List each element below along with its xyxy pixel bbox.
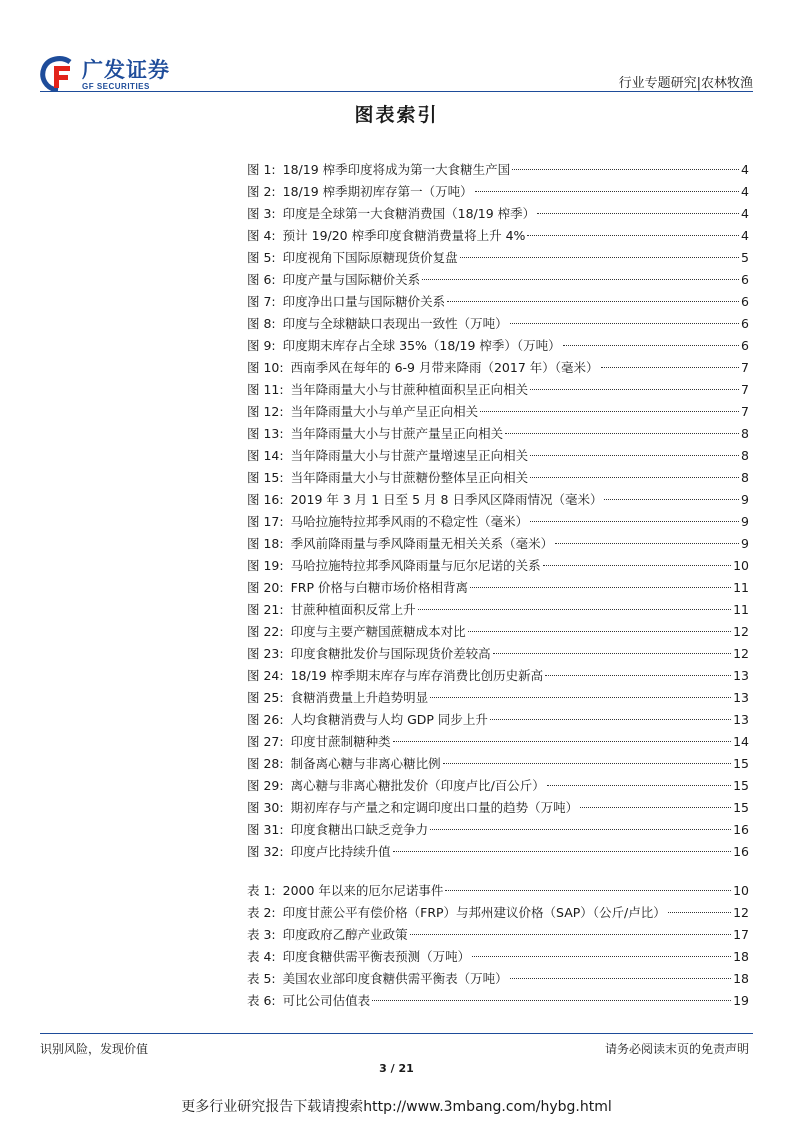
entry-page: 15 [733,778,749,793]
entry-title: 18/19 榨季印度将成为第一大食糖生产国 [282,162,511,177]
entry-label: 图 11: [247,382,284,397]
entry-title: 当年降雨量大小与甘蔗种植面积呈正向相关 [290,382,529,397]
figure-index-entry[interactable] [247,731,749,753]
entry-page: 17 [733,927,749,942]
dot-leader [580,807,731,808]
dot-leader [543,565,731,566]
entry-page: 12 [733,905,749,920]
entry-label: 表 1: [247,883,276,898]
gf-logo-icon [40,56,76,92]
entry-title: 印度甘蔗制糖种类 [290,734,391,749]
entry-label: 图 5: [247,250,276,265]
entry-title: 马哈拉施特拉邦季风降雨量与厄尔尼诺的关系 [290,558,541,573]
figure-index-entry[interactable] [247,819,749,841]
entry-label: 图 15: [247,470,284,485]
figure-index-entry[interactable] [247,445,749,467]
dot-leader [393,741,731,742]
logo-chinese-name: 广发证券 [82,58,170,82]
entry-title: 离心糖与非离心糖批发价（印度卢比/百公斤） [290,778,545,793]
table-index-entry[interactable] [247,968,749,990]
entry-title: 印度净出口量与国际糖价关系 [282,294,446,309]
entry-label: 图 19: [247,558,284,573]
dot-leader [430,697,731,698]
logo-english-name: GF SECURITIES [82,82,150,91]
entry-page: 4 [741,228,749,243]
dot-leader [510,323,739,324]
dot-leader [443,763,731,764]
entry-page: 6 [741,272,749,287]
figure-index-entry[interactable] [247,577,749,599]
entry-page: 15 [733,800,749,815]
table-index-entry[interactable] [247,902,749,924]
table-index-list [247,880,749,1012]
entry-page: 7 [741,382,749,397]
entry-label: 图 28: [247,756,284,771]
entry-title: 印度食糖出口缺乏竞争力 [290,822,429,837]
entry-label: 图 16: [247,492,284,507]
dot-leader [445,890,731,891]
entry-label: 图 17: [247,514,284,529]
entry-label: 图 31: [247,822,284,837]
entry-label: 图 21: [247,602,284,617]
entry-title: 印度食糖供需平衡表预测（万吨） [282,949,471,964]
entry-title: 印度与主要产糖国蔗糖成本对比 [290,624,466,639]
entry-label: 图 24: [247,668,284,683]
entry-page: 6 [741,294,749,309]
dot-leader [393,851,731,852]
figure-index-entry[interactable] [247,203,749,225]
entry-label: 图 7: [247,294,276,309]
entry-page: 12 [733,646,749,661]
entry-page: 9 [741,492,749,507]
entry-page: 10 [733,558,749,573]
entry-page: 8 [741,470,749,485]
entry-title: 预计 19/20 榨季印度食糖消费量将上升 4% [282,228,526,243]
entry-label: 图 1: [247,162,276,177]
dot-leader [410,934,731,935]
footer-disclaimer: 请务必阅读末页的免责声明 [604,1042,749,1056]
company-logo [40,52,190,96]
entry-page: 15 [733,756,749,771]
entry-label: 图 12: [247,404,284,419]
entry-page: 9 [741,536,749,551]
entry-title: 印度甘蔗公平有偿价格（FRP）与邦州建议价格（SAP）（公斤/卢比） [282,905,666,920]
entry-page: 10 [733,883,749,898]
dot-leader [475,191,739,192]
entry-title: 印度是全球第一大食糖消费国（18/19 榨季） [282,206,536,221]
figure-index-entry[interactable] [247,643,749,665]
entry-label: 图 27: [247,734,284,749]
figure-index-entry[interactable] [247,797,749,819]
dot-leader [601,367,740,368]
page-title: 图表索引 [354,104,439,126]
entry-label: 图 10: [247,360,284,375]
dot-leader [563,345,739,346]
dot-leader [372,1000,731,1001]
dot-leader [460,257,739,258]
entry-title: 可比公司估值表 [282,993,371,1008]
dot-leader [555,543,739,544]
download-link[interactable]: 更多行业研究报告下载请搜索http://www.3mbang.com/hybg.html [181,1099,612,1115]
entry-title: 印度产量与国际糖价关系 [282,272,421,287]
entry-page: 18 [733,971,749,986]
entry-title: 甘蔗种植面积反常上升 [290,602,416,617]
entry-title: 2019 年 3 月 1 日至 5 月 8 日季风区降雨情况（毫米） [290,492,603,507]
figure-index-entry[interactable] [247,357,749,379]
entry-label: 表 3: [247,927,276,942]
dot-leader [668,912,731,913]
entry-title: 印度与全球糖缺口表现出一致性（万吨） [282,316,508,331]
figure-index-entry[interactable] [247,313,749,335]
entry-page: 13 [733,690,749,705]
entry-label: 图 22: [247,624,284,639]
dot-leader [468,631,731,632]
figure-index-entry[interactable] [247,335,749,357]
entry-title: 2000 年以来的厄尔尼诺事件 [282,883,444,898]
entry-label: 图 14: [247,448,284,463]
entry-label: 图 4: [247,228,276,243]
figure-index-list [247,159,749,863]
table-index-entry[interactable] [247,880,749,902]
entry-page: 6 [741,338,749,353]
dot-leader [530,455,739,456]
entry-page: 5 [741,250,749,265]
dot-leader [537,213,739,214]
figure-index-entry[interactable] [247,225,749,247]
figure-index-entry[interactable] [247,291,749,313]
report-category: 行业专题研究|农林牧渔 [618,76,753,91]
figure-index-entry[interactable] [247,841,749,863]
entry-page: 4 [741,184,749,199]
entry-label: 图 26: [247,712,284,727]
entry-title: 印度卢比持续升值 [290,844,391,859]
footer-divider [40,1033,753,1034]
dot-leader [547,785,731,786]
figure-index-entry[interactable] [247,401,749,423]
dot-leader [447,301,739,302]
dot-leader [472,956,731,957]
entry-title: 人均食糖消费与人均 GDP 同步上升 [290,712,488,727]
entry-title: 季风前降雨量与季风降雨量无相关关系（毫米） [290,536,554,551]
entry-page: 11 [733,602,749,617]
entry-page: 12 [733,624,749,639]
entry-label: 图 9: [247,338,276,353]
figure-index-entry[interactable] [247,753,749,775]
dot-leader [510,978,731,979]
entry-page: 16 [733,844,749,859]
entry-page: 7 [741,360,749,375]
footer-slogan: 识别风险，发现价值 [40,1042,149,1056]
figure-index-entry[interactable] [247,599,749,621]
table-index-entry[interactable] [247,924,749,946]
entry-label: 图 20: [247,580,284,595]
figure-index-entry[interactable] [247,159,749,181]
entry-label: 图 30: [247,800,284,815]
entry-page: 18 [733,949,749,964]
entry-page: 13 [733,712,749,727]
figure-index-entry[interactable] [247,247,749,269]
entry-page: 13 [733,668,749,683]
figure-index-entry[interactable] [247,555,749,577]
entry-label: 表 4: [247,949,276,964]
entry-label: 图 8: [247,316,276,331]
figure-index-entry[interactable] [247,181,749,203]
entry-title: 西南季风在每年的 6-9 月带来降雨（2017 年）（毫米） [290,360,599,375]
table-index-entry[interactable] [247,990,749,1012]
figure-index-entry[interactable] [247,511,749,533]
table-index-entry[interactable] [247,946,749,968]
figure-index-entry[interactable] [247,709,749,731]
dot-leader [530,477,739,478]
entry-label: 表 5: [247,971,276,986]
figure-index-entry[interactable] [247,489,749,511]
entry-label: 图 13: [247,426,284,441]
dot-leader [422,279,739,280]
dot-leader [418,609,731,610]
entry-title: 印度食糖批发价与国际现货价差较高 [290,646,491,661]
entry-label: 表 6: [247,993,276,1008]
figure-index-entry[interactable] [247,467,749,489]
entry-page: 16 [733,822,749,837]
entry-label: 图 23: [247,646,284,661]
entry-title: 制备离心糖与非离心糖比例 [290,756,441,771]
dot-leader [430,829,731,830]
figure-index-entry[interactable] [247,269,749,291]
entry-page: 9 [741,514,749,529]
figure-index-entry[interactable] [247,621,749,643]
entry-page: 6 [741,316,749,331]
figure-index-entry[interactable] [247,775,749,797]
dot-leader [493,653,731,654]
dot-leader [505,433,739,434]
entry-title: 期初库存与产量之和定调印度出口量的趋势（万吨） [290,800,579,815]
entry-label: 图 6: [247,272,276,287]
entry-page: 4 [741,162,749,177]
entry-title: 印度期末库存占全球 35%（18/19 榨季）（万吨） [282,338,561,353]
figure-index-entry[interactable] [247,687,749,709]
entry-page: 14 [733,734,749,749]
dot-leader [470,587,731,588]
dot-leader [512,169,739,170]
entry-label: 图 29: [247,778,284,793]
entry-label: 表 2: [247,905,276,920]
entry-title: 当年降雨量大小与甘蔗糖份整体呈正向相关 [290,470,529,485]
entry-page: 7 [741,404,749,419]
entry-page: 19 [733,993,749,1008]
dot-leader [604,499,739,500]
entry-title: 18/19 榨季期初库存第一（万吨） [282,184,473,199]
entry-page: 4 [741,206,749,221]
dot-leader [480,411,739,412]
dot-leader [527,235,739,236]
entry-title: 印度视角下国际原糖现货价复盘 [282,250,458,265]
entry-label: 图 3: [247,206,276,221]
entry-title: 马哈拉施特拉邦季风雨的不稳定性（毫米） [290,514,529,529]
figure-index-entry[interactable] [247,379,749,401]
entry-label: 图 2: [247,184,276,199]
entry-page: 8 [741,426,749,441]
entry-page: 11 [733,580,749,595]
dot-leader [490,719,731,720]
page-number: 3 / 21 [379,1062,414,1075]
entry-label: 图 18: [247,536,284,551]
entry-title: FRP 价格与白糖市场价格相背离 [290,580,468,595]
entry-title: 美国农业部印度食糖供需平衡表（万吨） [282,971,508,986]
dot-leader [530,389,739,390]
entry-title: 食糖消费量上升趋势明显 [290,690,429,705]
entry-title: 当年降雨量大小与甘蔗产量增速呈正向相关 [290,448,529,463]
entry-label: 图 32: [247,844,284,859]
figure-index-entry[interactable] [247,533,749,555]
entry-label: 图 25: [247,690,284,705]
header-divider [40,91,753,92]
entry-title: 当年降雨量大小与单产呈正向相关 [290,404,479,419]
entry-title: 当年降雨量大小与甘蔗产量呈正向相关 [290,426,504,441]
figure-index-entry[interactable] [247,665,749,687]
figure-index-entry[interactable] [247,423,749,445]
entry-page: 8 [741,448,749,463]
dot-leader [545,675,731,676]
entry-title: 印度政府乙醇产业政策 [282,927,408,942]
entry-title: 18/19 榨季期末库存与库存消费比创历史新高 [290,668,544,683]
dot-leader [530,521,739,522]
